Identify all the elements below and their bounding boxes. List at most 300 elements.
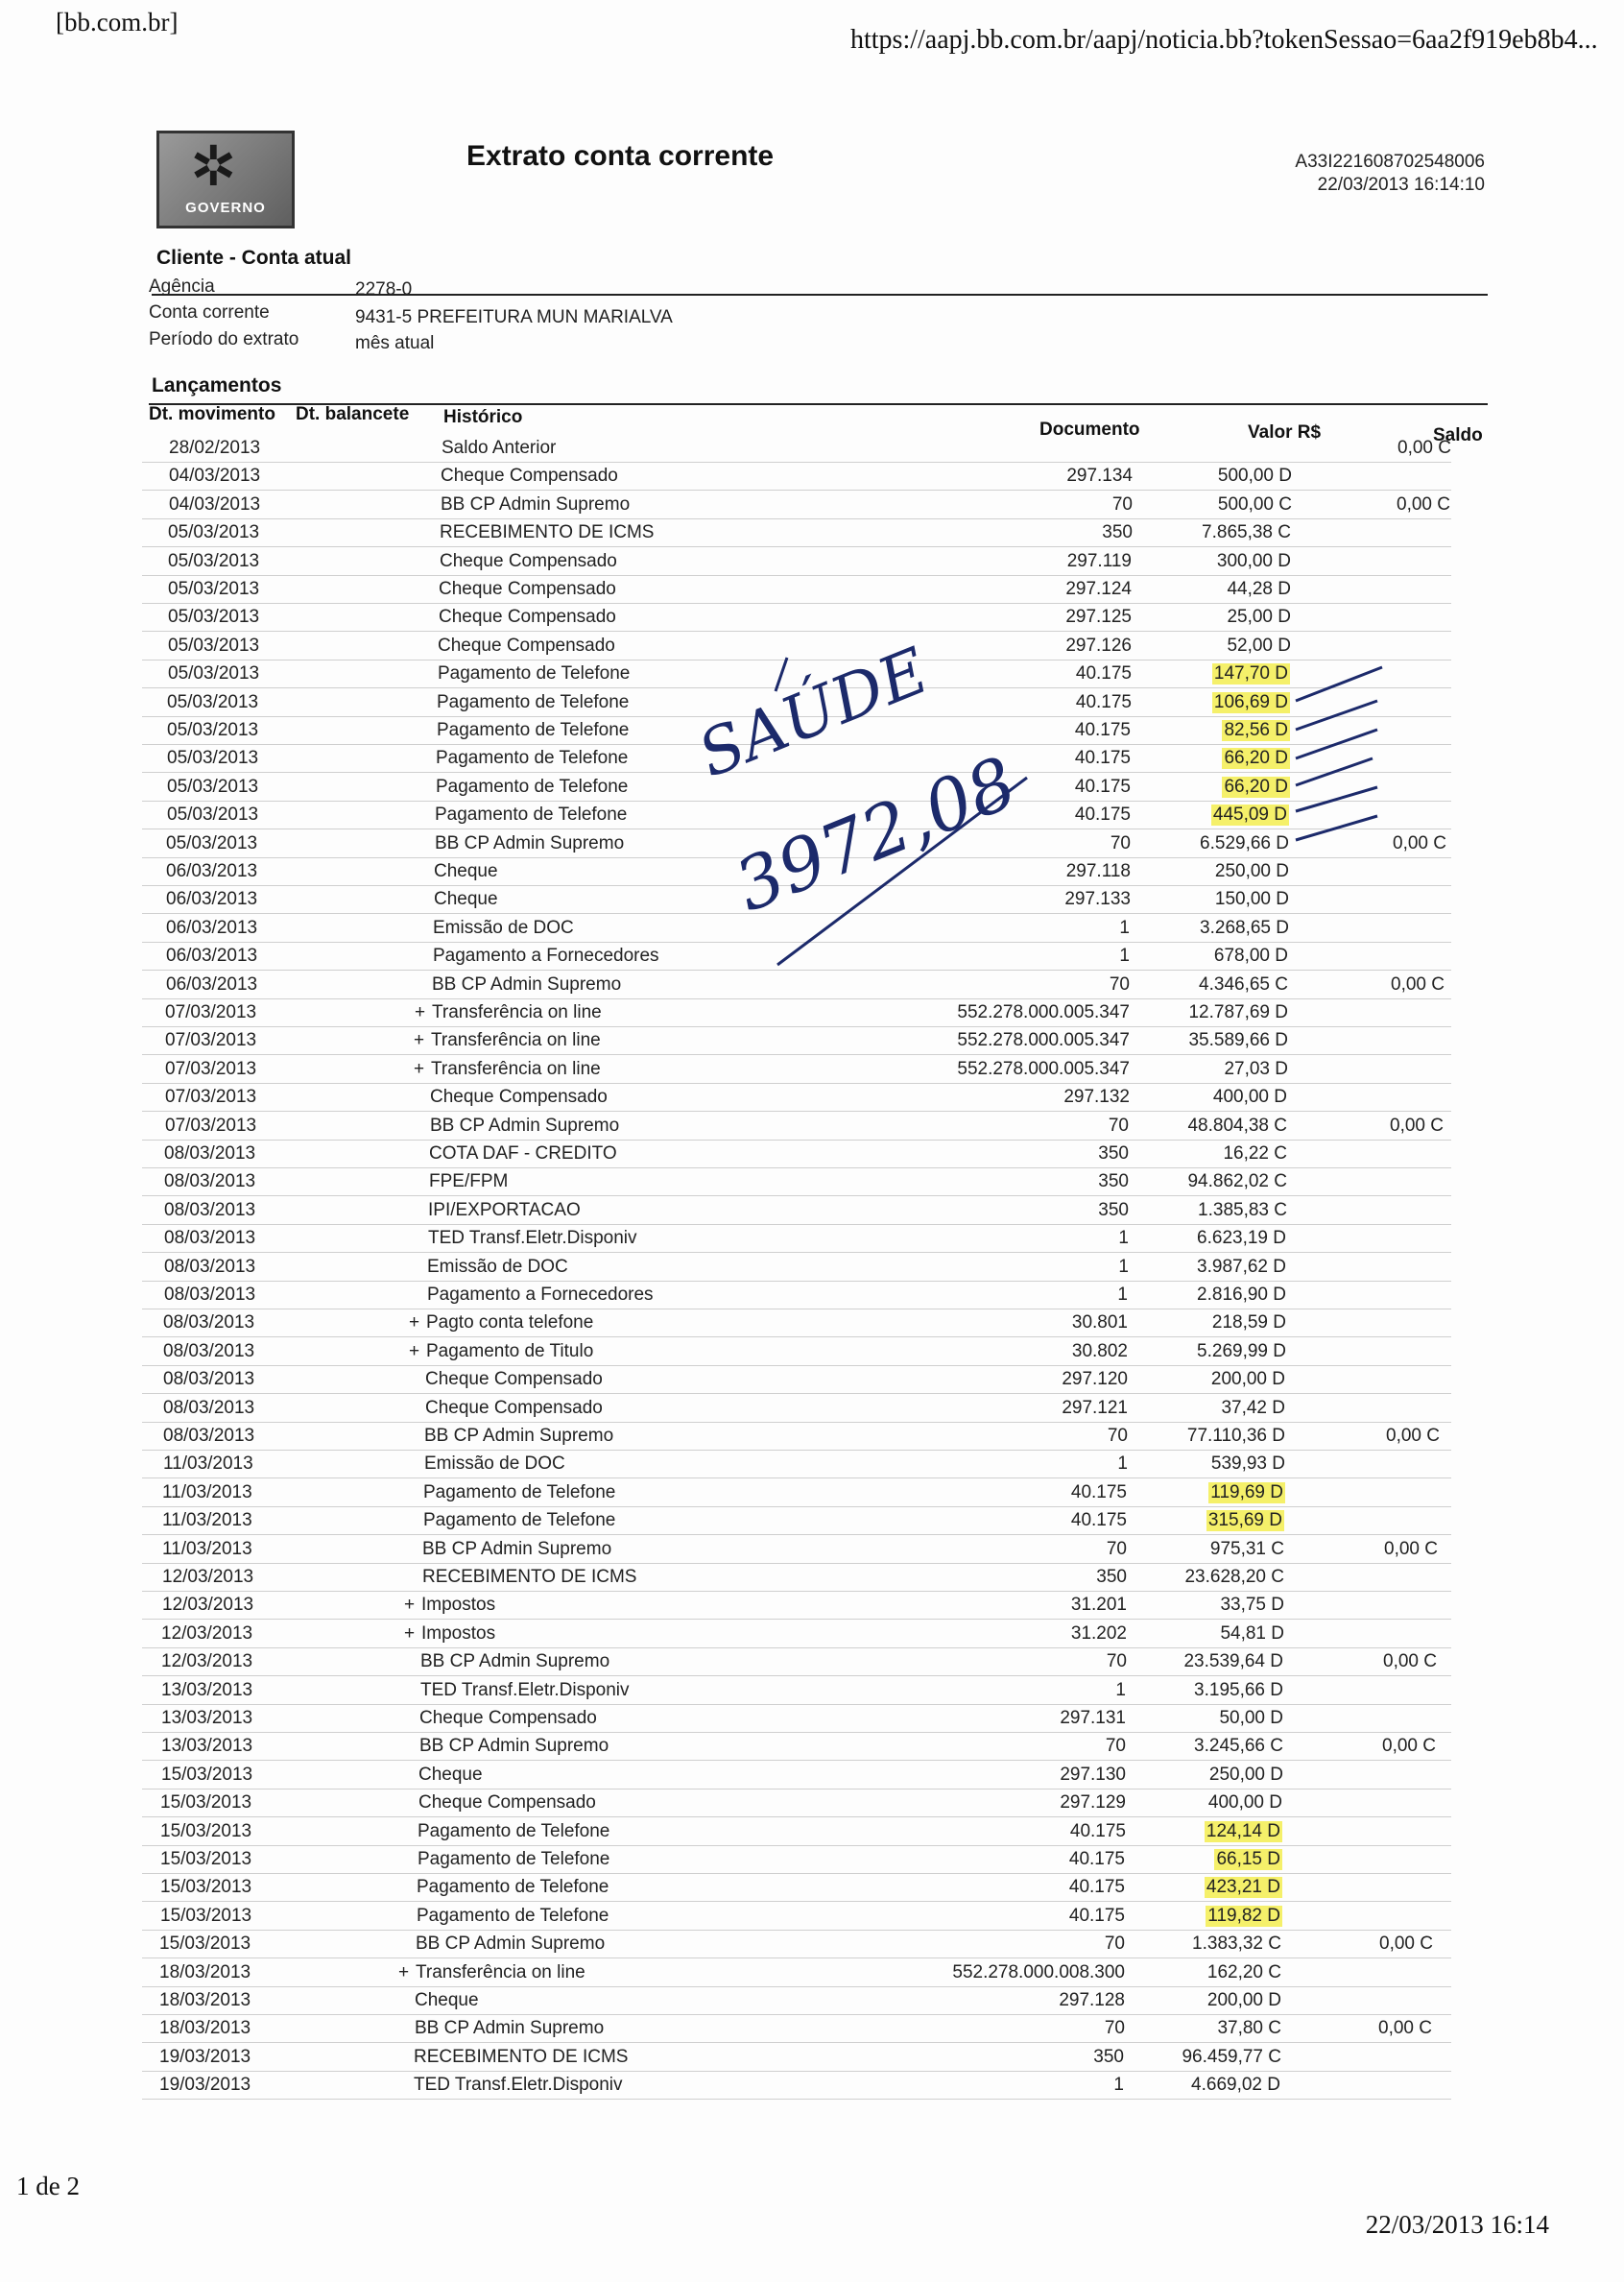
row-documento: 350 bbox=[1098, 1171, 1129, 1192]
row-historico: Pagamento de Telefone bbox=[436, 776, 629, 797]
row-historico: Pagamento de Telefone bbox=[438, 663, 631, 685]
row-historico: Pagamento de Telefone bbox=[437, 691, 630, 712]
row-historico: Cheque Compensado bbox=[425, 1369, 603, 1390]
row-valor: 4.669,02 D bbox=[1191, 2075, 1280, 2096]
row-plus-marker: + bbox=[415, 1002, 426, 1022]
row-date: 13/03/2013 bbox=[161, 1708, 253, 1728]
row-historico: BB CP Admin Supremo bbox=[441, 493, 631, 515]
row-valor: 119,82 D bbox=[1207, 1905, 1280, 1926]
row-documento: 40.175 bbox=[1069, 1820, 1126, 1841]
row-historico: Impostos bbox=[421, 1622, 496, 1644]
row-date: 05/03/2013 bbox=[168, 579, 260, 599]
row-date: 05/03/2013 bbox=[167, 720, 259, 740]
table-row bbox=[142, 1478, 1451, 1507]
row-plus-marker: + bbox=[409, 1340, 420, 1361]
row-documento: 40.175 bbox=[1074, 805, 1131, 826]
row-date: 05/03/2013 bbox=[168, 522, 260, 543]
row-date: 28/02/2013 bbox=[169, 438, 261, 458]
row-valor: 48.804,38 C bbox=[1187, 1115, 1287, 1136]
row-historico: COTA DAF - CREDITO bbox=[429, 1143, 617, 1164]
row-historico: Cheque Compensado bbox=[441, 466, 618, 487]
row-date: 05/03/2013 bbox=[166, 832, 258, 853]
row-historico: Transferência on line bbox=[416, 1961, 585, 1982]
row-valor: 500,00 D bbox=[1217, 466, 1292, 487]
row-documento: 40.175 bbox=[1075, 691, 1132, 712]
row-date: 11/03/2013 bbox=[162, 1510, 252, 1531]
row-valor: 6.529,66 D bbox=[1200, 832, 1289, 853]
row-documento: 70 bbox=[1109, 973, 1130, 995]
row-saldo: 0,00 C bbox=[1386, 1426, 1440, 1446]
row-historico: Pagamento de Telefone bbox=[417, 1905, 609, 1926]
row-documento: 70 bbox=[1108, 1115, 1129, 1136]
checkmarks bbox=[1286, 662, 1401, 854]
row-valor: 445,09 D bbox=[1212, 805, 1287, 826]
table-row bbox=[142, 1789, 1451, 1817]
table-row bbox=[142, 1167, 1451, 1196]
row-valor: 4.346,65 C bbox=[1199, 973, 1288, 995]
row-valor: 50,00 D bbox=[1219, 1708, 1283, 1728]
row-valor: 2.816,90 D bbox=[1197, 1285, 1286, 1305]
row-documento: 552.278.000.005.347 bbox=[957, 1058, 1130, 1079]
row-valor: 200,00 D bbox=[1206, 1990, 1281, 2010]
handwritten-word: SAÚDE bbox=[688, 634, 939, 792]
row-documento: 70 bbox=[1105, 1736, 1126, 1757]
row-historico: Pagamento de Telefone bbox=[436, 748, 629, 769]
row-historico: Pagamento a Fornecedores bbox=[433, 946, 659, 967]
row-documento: 297.118 bbox=[1065, 861, 1131, 881]
row-valor: 106,69 D bbox=[1213, 691, 1288, 712]
row-historico: Pagamento de Telefone bbox=[437, 720, 630, 740]
row-saldo: 0,00 C bbox=[1378, 2018, 1432, 2039]
row-historico: Pagamento de Telefone bbox=[423, 1481, 616, 1502]
row-valor: 66,20 D bbox=[1224, 776, 1288, 797]
table-row bbox=[142, 1196, 1451, 1225]
row-historico: Cheque Compensado bbox=[439, 579, 616, 599]
table-row bbox=[142, 434, 1451, 463]
row-date: 12/03/2013 bbox=[162, 1595, 254, 1616]
row-date: 13/03/2013 bbox=[161, 1679, 253, 1700]
table-row bbox=[142, 1647, 1451, 1676]
row-documento: 350 bbox=[1098, 1199, 1129, 1220]
row-date: 05/03/2013 bbox=[168, 663, 260, 685]
table-row bbox=[142, 462, 1451, 491]
row-historico: TED Transf.Eletr.Disponiv bbox=[414, 2075, 623, 2096]
row-documento: 350 bbox=[1102, 522, 1133, 543]
row-historico: Cheque Compensado bbox=[439, 607, 616, 628]
row-documento: 70 bbox=[1106, 1651, 1127, 1672]
row-valor: 5.269,99 D bbox=[1197, 1340, 1286, 1361]
row-documento: 70 bbox=[1107, 1426, 1128, 1446]
row-saldo: 0,00 C bbox=[1390, 1115, 1444, 1136]
row-valor: 33,75 D bbox=[1220, 1595, 1284, 1616]
table-row bbox=[142, 1761, 1451, 1790]
row-documento: 40.175 bbox=[1068, 1877, 1125, 1898]
row-historico: Cheque Compensado bbox=[418, 1792, 596, 1814]
row-valor: 400,00 D bbox=[1207, 1792, 1282, 1814]
row-saldo: 0,00 C bbox=[1379, 1934, 1433, 1955]
row-valor: 300,00 D bbox=[1216, 550, 1291, 571]
table-row bbox=[142, 1591, 1451, 1620]
row-historico: Cheque Compensado bbox=[430, 1087, 608, 1108]
row-documento: 350 bbox=[1096, 1567, 1127, 1587]
row-historico: Cheque Compensado bbox=[440, 550, 617, 571]
row-documento: 297.119 bbox=[1066, 550, 1132, 571]
row-valor: 37,80 C bbox=[1217, 2018, 1281, 2039]
col-dt-balancete: Dt. balancete bbox=[296, 404, 410, 424]
table-row bbox=[142, 491, 1451, 519]
row-documento: 1 bbox=[1113, 2075, 1124, 2096]
row-valor: 96.459,77 C bbox=[1182, 2046, 1281, 2067]
row-date: 06/03/2013 bbox=[166, 973, 258, 995]
row-date: 18/03/2013 bbox=[159, 1961, 251, 1982]
row-historico: Cheque Compensado bbox=[438, 635, 615, 656]
row-date: 08/03/2013 bbox=[163, 1340, 255, 1361]
table-row bbox=[142, 1930, 1451, 1958]
row-plus-marker: + bbox=[404, 1595, 416, 1616]
table-row bbox=[142, 2043, 1451, 2072]
client-heading: Cliente - Conta atual bbox=[156, 247, 352, 269]
row-documento: 297.130 bbox=[1060, 1764, 1126, 1785]
row-valor: 3.268,65 D bbox=[1200, 917, 1289, 938]
row-date: 08/03/2013 bbox=[164, 1143, 256, 1164]
row-saldo: 0,00 C bbox=[1393, 832, 1446, 853]
row-historico: Emissão de DOC bbox=[424, 1453, 565, 1475]
row-valor: 1.383,32 C bbox=[1192, 1934, 1281, 1955]
row-historico: Pagamento de Titulo bbox=[426, 1340, 594, 1361]
row-historico: TED Transf.Eletr.Disponiv bbox=[420, 1679, 630, 1700]
table-row bbox=[142, 1309, 1451, 1337]
row-date: 06/03/2013 bbox=[166, 861, 258, 881]
row-documento: 1 bbox=[1117, 1453, 1128, 1475]
row-date: 05/03/2013 bbox=[167, 805, 259, 826]
row-date: 08/03/2013 bbox=[163, 1397, 255, 1418]
row-date: 06/03/2013 bbox=[166, 946, 258, 967]
row-valor: 200,00 D bbox=[1210, 1369, 1285, 1390]
row-documento: 1 bbox=[1119, 946, 1130, 967]
table-row bbox=[142, 1902, 1451, 1931]
row-valor: 12.787,69 D bbox=[1188, 1002, 1288, 1022]
lancamentos-heading: Lançamentos bbox=[152, 374, 282, 396]
row-date: 07/03/2013 bbox=[165, 1002, 257, 1022]
row-documento: 30.801 bbox=[1071, 1312, 1128, 1333]
row-date: 07/03/2013 bbox=[165, 1030, 257, 1051]
row-valor: 315,69 D bbox=[1207, 1510, 1282, 1531]
row-documento: 297.126 bbox=[1065, 635, 1132, 656]
periodo-label: Período do extrato bbox=[149, 329, 299, 349]
row-date: 12/03/2013 bbox=[161, 1651, 253, 1672]
table-row bbox=[142, 1365, 1451, 1394]
row-documento: 40.175 bbox=[1070, 1510, 1127, 1531]
row-documento: 40.175 bbox=[1068, 1849, 1125, 1869]
row-documento: 30.802 bbox=[1071, 1340, 1128, 1361]
table-row bbox=[142, 1873, 1451, 1902]
row-date: 15/03/2013 bbox=[159, 1934, 251, 1955]
row-valor: 119,69 D bbox=[1210, 1481, 1283, 1502]
row-historico: Emissão de DOC bbox=[433, 917, 574, 938]
row-valor: 23.628,20 C bbox=[1184, 1567, 1284, 1587]
table-row bbox=[142, 1083, 1451, 1112]
row-historico: Cheque bbox=[418, 1764, 483, 1785]
table-row bbox=[142, 603, 1451, 632]
row-valor: 162,20 C bbox=[1206, 1961, 1281, 1982]
row-documento: 40.175 bbox=[1070, 1481, 1127, 1502]
row-valor: 6.623,19 D bbox=[1197, 1228, 1286, 1249]
row-date: 08/03/2013 bbox=[164, 1171, 256, 1192]
conta-value: 9431-5 PREFEITURA MUN MARIALVA bbox=[355, 307, 673, 327]
row-date: 18/03/2013 bbox=[159, 1990, 251, 2010]
row-documento: 297.121 bbox=[1062, 1397, 1128, 1418]
row-documento: 1 bbox=[1117, 1285, 1128, 1305]
row-historico: Cheque bbox=[434, 861, 498, 881]
row-valor: 3.987,62 D bbox=[1197, 1256, 1286, 1277]
row-date: 04/03/2013 bbox=[169, 493, 261, 515]
table-row bbox=[142, 1224, 1451, 1253]
row-valor: 147,70 D bbox=[1213, 663, 1288, 685]
row-plus-marker: + bbox=[404, 1622, 416, 1644]
row-documento: 40.175 bbox=[1075, 663, 1132, 685]
row-valor: 66,15 D bbox=[1216, 1849, 1280, 1869]
row-documento: 1 bbox=[1118, 1228, 1129, 1249]
row-valor: 44,28 D bbox=[1227, 579, 1291, 599]
row-date: 08/03/2013 bbox=[164, 1228, 256, 1249]
row-historico: RECEBIMENTO DE ICMS bbox=[422, 1567, 637, 1587]
row-documento: 297.120 bbox=[1062, 1369, 1128, 1390]
row-date: 08/03/2013 bbox=[163, 1426, 255, 1446]
row-documento: 552.278.000.008.300 bbox=[952, 1961, 1125, 1982]
row-documento: 70 bbox=[1106, 1538, 1127, 1559]
row-valor: 400,00 D bbox=[1212, 1087, 1287, 1108]
row-saldo: 0,00 C bbox=[1391, 973, 1445, 995]
row-plus-marker: + bbox=[409, 1312, 420, 1333]
footer-datetime: 22/03/2013 16:14 bbox=[1365, 2210, 1549, 2239]
row-valor: 77.110,36 D bbox=[1186, 1426, 1285, 1446]
row-documento: 40.175 bbox=[1074, 776, 1131, 797]
row-date: 19/03/2013 bbox=[159, 2075, 251, 2096]
bb-logo-icon: ✲ bbox=[190, 135, 237, 198]
row-date: 08/03/2013 bbox=[164, 1285, 256, 1305]
table-row bbox=[142, 1535, 1451, 1564]
row-valor: 250,00 D bbox=[1214, 861, 1289, 881]
table-row bbox=[142, 1112, 1451, 1141]
row-date: 15/03/2013 bbox=[160, 1792, 252, 1814]
row-date: 15/03/2013 bbox=[160, 1905, 252, 1926]
table-row bbox=[142, 1732, 1451, 1761]
row-valor: 52,00 D bbox=[1227, 635, 1291, 656]
row-historico: BB CP Admin Supremo bbox=[430, 1115, 620, 1136]
row-plus-marker: + bbox=[414, 1058, 425, 1079]
row-date: 05/03/2013 bbox=[167, 776, 259, 797]
col-valor: Valor R$ bbox=[1248, 422, 1322, 443]
row-valor: 678,00 D bbox=[1213, 946, 1288, 967]
row-saldo: 0,00 C bbox=[1382, 1736, 1436, 1757]
row-date: 11/03/2013 bbox=[162, 1481, 252, 1502]
row-valor: 25,00 D bbox=[1227, 607, 1291, 628]
row-historico: RECEBIMENTO DE ICMS bbox=[414, 2046, 629, 2067]
row-documento: 297.131 bbox=[1060, 1708, 1126, 1728]
row-date: 15/03/2013 bbox=[160, 1877, 252, 1898]
row-valor: 54,81 D bbox=[1220, 1622, 1284, 1644]
row-valor: 539,93 D bbox=[1210, 1453, 1285, 1475]
row-valor: 23.539,64 D bbox=[1183, 1651, 1283, 1672]
row-historico: Emissão de DOC bbox=[427, 1256, 568, 1277]
row-valor: 423,21 D bbox=[1206, 1877, 1280, 1898]
row-documento: 40.175 bbox=[1068, 1905, 1125, 1926]
row-historico: Pagamento de Telefone bbox=[435, 805, 628, 826]
row-historico: Impostos bbox=[421, 1595, 496, 1616]
row-date: 18/03/2013 bbox=[159, 2018, 251, 2039]
row-date: 13/03/2013 bbox=[161, 1736, 253, 1757]
row-documento: 70 bbox=[1104, 1934, 1125, 1955]
table-row bbox=[142, 1620, 1451, 1648]
col-documento: Documento bbox=[1039, 420, 1140, 440]
row-historico: Pagamento de Telefone bbox=[418, 1820, 610, 1841]
row-documento: 350 bbox=[1093, 2046, 1124, 2067]
row-documento: 350 bbox=[1098, 1143, 1129, 1164]
row-historico: Transferência on line bbox=[431, 1030, 601, 1051]
table-row bbox=[142, 2014, 1451, 2043]
row-plus-marker: + bbox=[414, 1030, 425, 1051]
row-date: 15/03/2013 bbox=[161, 1764, 253, 1785]
row-date: 08/03/2013 bbox=[164, 1256, 256, 1277]
table-row bbox=[142, 1817, 1451, 1846]
table-row bbox=[142, 1704, 1451, 1733]
handwritten-note bbox=[672, 634, 1133, 998]
row-historico: Pagto conta telefone bbox=[426, 1312, 594, 1333]
row-valor: 82,56 D bbox=[1224, 720, 1288, 740]
row-date: 19/03/2013 bbox=[159, 2046, 251, 2067]
row-documento: 70 bbox=[1111, 493, 1133, 515]
table-row bbox=[142, 1422, 1451, 1451]
row-documento: 297.129 bbox=[1060, 1792, 1126, 1814]
row-documento: 1 bbox=[1115, 1679, 1126, 1700]
row-valor: 37,42 D bbox=[1221, 1397, 1285, 1418]
row-documento: 297.134 bbox=[1066, 466, 1133, 487]
row-valor: 150,00 D bbox=[1214, 889, 1289, 910]
row-historico: Transferência on line bbox=[432, 1002, 602, 1022]
row-valor: 3.195,66 D bbox=[1194, 1679, 1283, 1700]
row-documento: 1 bbox=[1119, 917, 1130, 938]
table-row bbox=[142, 1337, 1451, 1366]
table-row bbox=[142, 2071, 1451, 2100]
row-historico: IPI/EXPORTACAO bbox=[428, 1199, 581, 1220]
client-divider bbox=[152, 294, 1488, 296]
row-valor: 27,03 D bbox=[1224, 1058, 1288, 1079]
table-row bbox=[142, 1676, 1451, 1705]
row-documento: 70 bbox=[1104, 2018, 1125, 2039]
row-valor: 500,00 C bbox=[1217, 493, 1292, 515]
table-row bbox=[142, 1253, 1451, 1282]
conta-label: Conta corrente bbox=[149, 302, 270, 323]
row-saldo: 0,00 C bbox=[1397, 493, 1450, 515]
row-valor: 124,14 D bbox=[1206, 1820, 1280, 1841]
row-historico: BB CP Admin Supremo bbox=[419, 1736, 609, 1757]
table-row bbox=[142, 1026, 1451, 1055]
row-saldo: 0,00 C bbox=[1383, 1651, 1437, 1672]
row-date: 06/03/2013 bbox=[166, 889, 258, 910]
row-historico: Pagamento de Telefone bbox=[417, 1877, 609, 1898]
row-historico: BB CP Admin Supremo bbox=[432, 973, 622, 995]
row-historico: BB CP Admin Supremo bbox=[424, 1426, 614, 1446]
row-documento: 297.133 bbox=[1064, 889, 1131, 910]
row-valor: 975,31 C bbox=[1209, 1538, 1284, 1559]
row-historico: BB CP Admin Supremo bbox=[420, 1651, 610, 1672]
row-date: 12/03/2013 bbox=[161, 1622, 253, 1644]
table-row bbox=[142, 1140, 1451, 1168]
row-documento: 1 bbox=[1118, 1256, 1129, 1277]
row-valor: 3.245,66 C bbox=[1194, 1736, 1283, 1757]
row-date: 05/03/2013 bbox=[168, 607, 260, 628]
row-historico: RECEBIMENTO DE ICMS bbox=[440, 522, 655, 543]
row-historico: Transferência on line bbox=[431, 1058, 601, 1079]
row-documento: 40.175 bbox=[1074, 720, 1131, 740]
table-row bbox=[142, 998, 1451, 1027]
table-row bbox=[142, 1506, 1451, 1535]
row-historico: FPE/FPM bbox=[429, 1171, 509, 1192]
table-row bbox=[142, 1845, 1451, 1874]
row-date: 11/03/2013 bbox=[163, 1453, 253, 1475]
row-date: 15/03/2013 bbox=[160, 1849, 252, 1869]
row-documento: 31.201 bbox=[1070, 1595, 1127, 1616]
row-date: 07/03/2013 bbox=[165, 1115, 257, 1136]
bank-logo bbox=[156, 131, 295, 228]
table-row bbox=[142, 1281, 1451, 1309]
logo-text: GOVERNO bbox=[185, 200, 266, 216]
row-historico: BB CP Admin Supremo bbox=[435, 832, 625, 853]
row-historico: BB CP Admin Supremo bbox=[422, 1538, 612, 1559]
page-title: Extrato conta corrente bbox=[466, 140, 775, 172]
table-row bbox=[142, 1563, 1451, 1592]
row-saldo: 0,00 C bbox=[1397, 438, 1451, 458]
row-documento: 70 bbox=[1110, 832, 1131, 853]
row-historico: Pagamento a Fornecedores bbox=[427, 1285, 654, 1305]
row-valor: 7.865,38 C bbox=[1202, 522, 1291, 543]
table-row bbox=[142, 1958, 1451, 1987]
row-documento: 552.278.000.005.347 bbox=[957, 1002, 1130, 1022]
row-date: 15/03/2013 bbox=[160, 1820, 252, 1841]
row-documento: 297.132 bbox=[1063, 1087, 1130, 1108]
periodo-value: mês atual bbox=[355, 333, 435, 353]
handwritten-total: 3972,08 bbox=[724, 741, 1028, 928]
page-indicator: 1 de 2 bbox=[16, 2172, 80, 2200]
document-datetime: 22/03/2013 16:14:10 bbox=[1317, 175, 1485, 195]
row-valor: 16,22 C bbox=[1223, 1143, 1287, 1164]
row-historico: BB CP Admin Supremo bbox=[415, 2018, 605, 2039]
row-documento: 297.128 bbox=[1059, 1990, 1125, 2010]
agencia-label: Agência bbox=[149, 276, 215, 297]
row-date: 05/03/2013 bbox=[167, 748, 259, 769]
row-valor: 94.862,02 C bbox=[1187, 1171, 1287, 1192]
row-date: 08/03/2013 bbox=[163, 1369, 255, 1390]
row-saldo: 0,00 C bbox=[1384, 1538, 1438, 1559]
row-date: 05/03/2013 bbox=[168, 550, 260, 571]
row-date: 05/03/2013 bbox=[168, 635, 260, 656]
row-historico: Saldo Anterior bbox=[442, 438, 557, 458]
row-documento: 40.175 bbox=[1074, 748, 1131, 769]
row-historico: Cheque Compensado bbox=[425, 1397, 603, 1418]
row-valor: 218,59 D bbox=[1211, 1312, 1286, 1333]
browser-site-label: [bb.com.br] bbox=[56, 8, 179, 36]
row-valor: 250,00 D bbox=[1208, 1764, 1283, 1785]
table-row bbox=[142, 518, 1451, 547]
row-documento: 297.124 bbox=[1065, 579, 1132, 599]
row-date: 05/03/2013 bbox=[167, 691, 259, 712]
row-date: 07/03/2013 bbox=[165, 1087, 257, 1108]
row-date: 04/03/2013 bbox=[169, 466, 261, 487]
row-date: 12/03/2013 bbox=[162, 1567, 254, 1587]
row-date: 06/03/2013 bbox=[166, 917, 258, 938]
browser-url: https://aapj.bb.com.br/aapj/noticia.bb?tokenSessao=6aa2f919eb8b4... bbox=[850, 25, 1598, 55]
agencia-value: 2278-0 bbox=[355, 279, 413, 300]
